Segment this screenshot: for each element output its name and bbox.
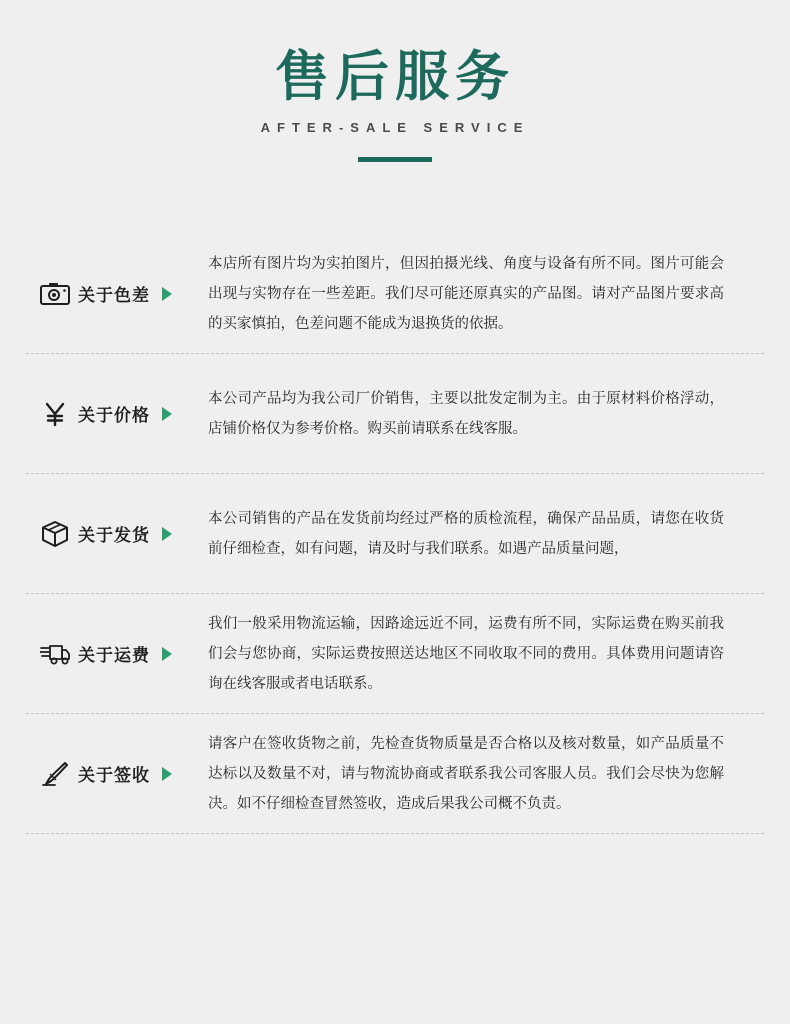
service-row-color-difference xyxy=(26,234,764,354)
signature-pen-icon xyxy=(40,759,70,789)
service-row-signing xyxy=(26,714,764,834)
service-row-label: 关于发货 xyxy=(78,526,150,546)
service-row-label: 关于色差 xyxy=(78,286,150,306)
yen-currency-icon xyxy=(40,399,70,429)
service-row-text: 请客户在签收货物之前，先检查货物质量是否合格以及核对数量，如产品质量不达标以及数量不对，请与物流协商或者联系我公司客服人员。我们会尽快为您解决。如不仔细检查冒然签收，造成后果我公司概不负责。 xyxy=(208,735,724,812)
service-row-header xyxy=(26,399,198,429)
service-row-text: 本公司销售的产品在发货前均经过严格的质检流程，确保产品品质，请您在收货前仔细检查，如有问题，请及时与我们联系。如遇产品质量问题， xyxy=(208,510,724,557)
page-title: 售后服务 xyxy=(275,45,515,108)
arrow-right-icon xyxy=(162,527,172,541)
service-row-shipping xyxy=(26,474,764,594)
service-row-text: 本店所有图片均为实拍图片，但因拍摄光线、角度与设备有所不同。图片可能会出现与实物存在一些差距。我们尽可能还原真实的产品图。请对产品图片要求高的买家慎拍，色差问题不能成为退换货的依据。 xyxy=(208,255,724,332)
camera-icon xyxy=(40,279,70,309)
service-row-text: 本公司产品均为我公司厂价销售，主要以批发定制为主。由于原材料价格浮动，店铺价格仅为参考价格。购买前请联系在线客服。 xyxy=(208,390,724,437)
service-row-header xyxy=(26,519,198,549)
page-subtitle: AFTER-SALE SERVICE xyxy=(260,120,530,135)
delivery-truck-icon xyxy=(40,639,70,669)
service-sections-list xyxy=(0,234,790,834)
service-row-header xyxy=(26,279,198,309)
service-row-label: 关于签收 xyxy=(78,766,150,786)
service-row-freight xyxy=(26,594,764,714)
service-row-label: 关于运费 xyxy=(78,646,150,666)
arrow-right-icon xyxy=(162,767,172,781)
service-row-text: 我们一般采用物流运输，因路途远近不同，运费有所不同，实际运费在购买前我们会与您协商，实际运费按照送达地区不同收取不同的费用。具体费用问题请咨询在线客服或者电话联系。 xyxy=(208,615,724,692)
title-divider xyxy=(358,157,432,162)
arrow-right-icon xyxy=(162,407,172,421)
service-row-label: 关于价格 xyxy=(78,406,150,426)
package-box-icon xyxy=(40,519,70,549)
arrow-right-icon xyxy=(162,287,172,301)
service-row-header xyxy=(26,759,198,789)
service-row-header xyxy=(26,639,198,669)
page-header xyxy=(0,0,790,162)
service-row-price xyxy=(26,354,764,474)
arrow-right-icon xyxy=(162,647,172,661)
